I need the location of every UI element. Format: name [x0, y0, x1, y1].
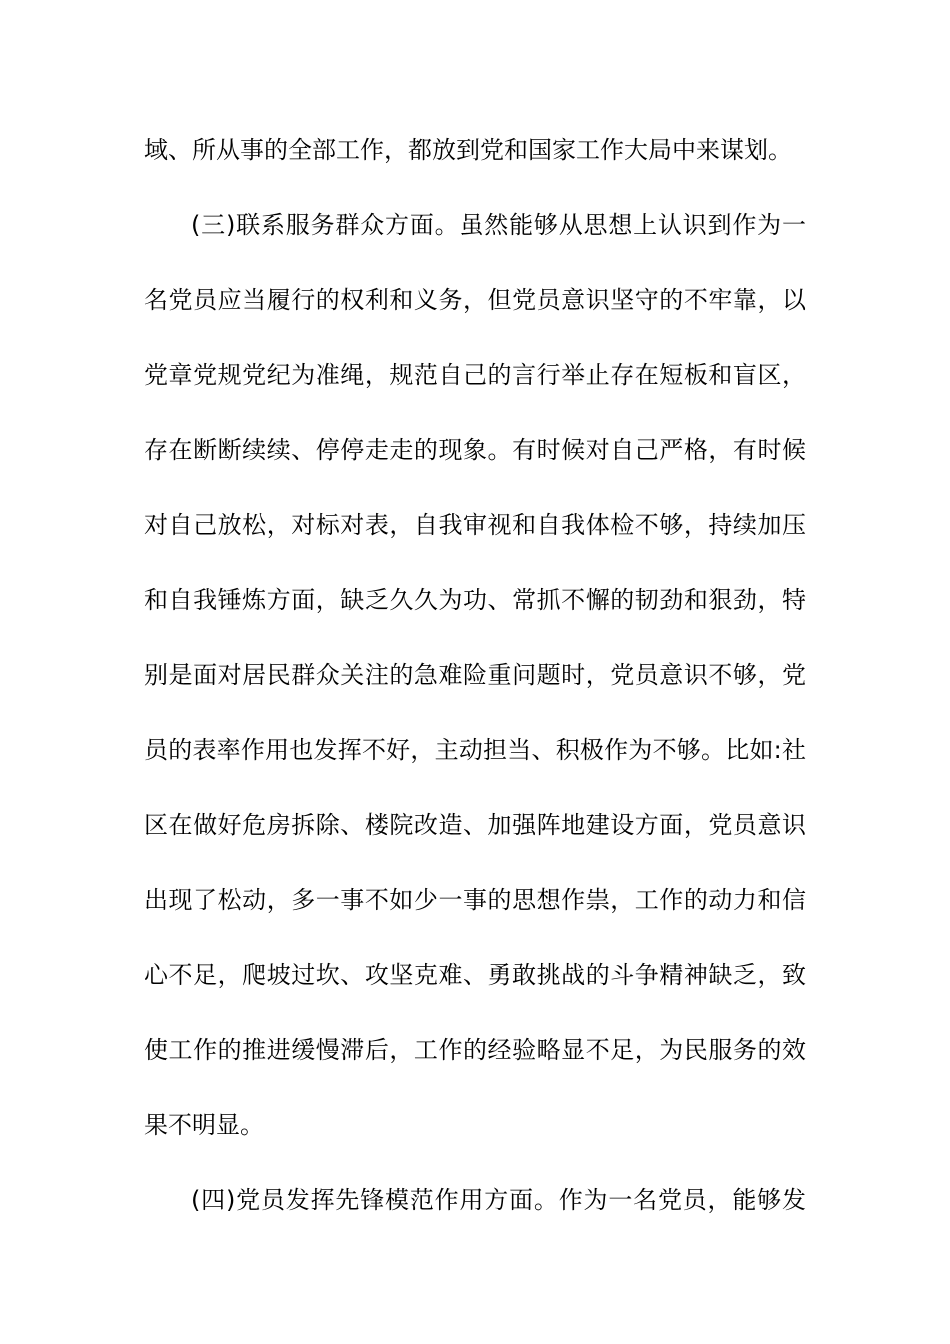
text-line: 果不明显。 [144, 1111, 264, 1139]
text-line: 存在断断续续、停停走走的现象。有时候对自己严格，有时候 [144, 436, 806, 464]
section-four-heading-line: (四)党员发挥先锋模范作用方面。作为一名党员，能够发 [191, 1186, 806, 1214]
text-line: 和自我锤炼方面，缺乏久久为功、常抓不懈的韧劲和狠劲，特 [144, 586, 806, 614]
text-line: 区在做好危房拆除、楼院改造、加强阵地建设方面，党员意识 [144, 811, 806, 839]
text-line: 别是面对居民群众关注的急难险重问题时，党员意识不够，党 [144, 661, 806, 689]
text-line: 名党员应当履行的权利和义务，但党员意识坚守的不牢靠，以 [144, 286, 806, 314]
text-line: 域、所从事的全部工作，都放到党和国家工作大局中来谋划。 [144, 136, 792, 164]
section-three-heading-line: (三)联系服务群众方面。虽然能够从思想上认识到作为一 [191, 211, 806, 239]
text-line: 员的表率作用也发挥不好，主动担当、积极作为不够。比如:社 [144, 736, 806, 764]
text-line: 心不足，爬坡过坎、攻坚克难、勇敢挑战的斗争精神缺乏，致 [144, 961, 806, 989]
text-line: 使工作的推进缓慢滞后，工作的经验略显不足，为民服务的效 [144, 1036, 806, 1064]
body-text [144, 128, 806, 1253]
text-line: 出现了松动，多一事不如少一事的思想作祟，工作的动力和信 [144, 886, 806, 914]
text-line: 对自己放松，对标对表，自我审视和自我体检不够，持续加压 [144, 511, 806, 539]
text-line: 党章党规党纪为准绳，规范自己的言行举止存在短板和盲区， [144, 361, 806, 389]
